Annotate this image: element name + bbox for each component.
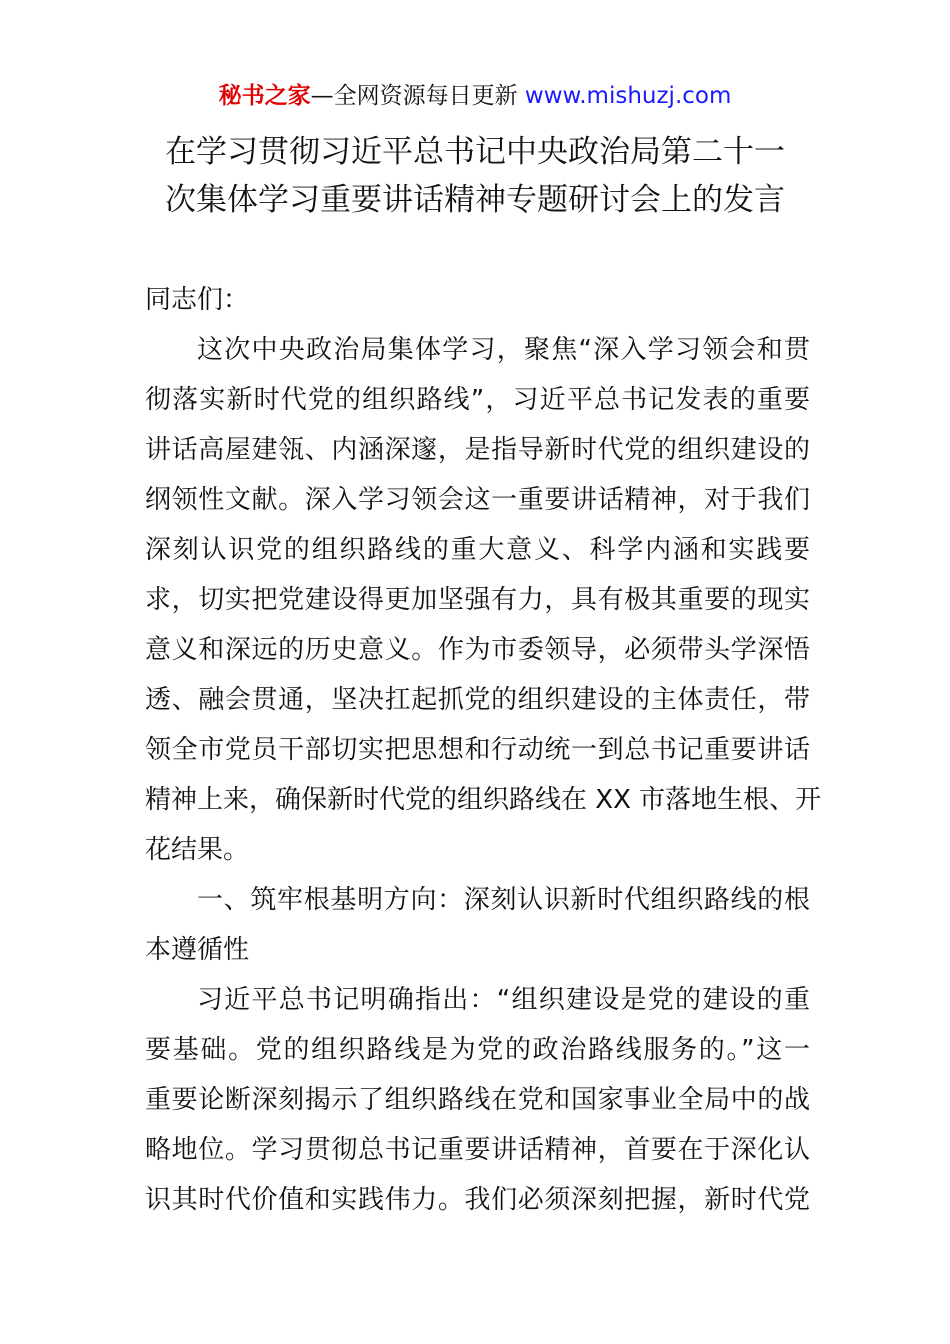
paragraph-1-line: 花结果。 xyxy=(145,835,250,865)
document-title-line-2: 次集体学习重要讲话精神专题研讨会上的发言 xyxy=(165,182,785,218)
site-brand: 秘书之家 xyxy=(218,83,311,109)
document-title xyxy=(130,128,820,224)
site-tagline: —全网资源每日更新 xyxy=(310,83,525,109)
paragraph-1-line: 求，切实把党建设得更加坚强有力，具有极其重要的现实 xyxy=(145,585,810,615)
section-heading-1-line: 本遵循性 xyxy=(145,935,250,965)
paragraph-1-line: 彻落实新时代党的组织路线”，习近平总书记发表的重要 xyxy=(145,385,810,415)
document-body xyxy=(145,275,822,1225)
paragraph-1-line: 透、融会贯通，坚决扛起抓党的组织建设的主体责任，带 xyxy=(145,685,810,715)
site-url-link[interactable]: www.mishuzj.com xyxy=(524,83,732,109)
section-heading-1-line: 一、筑牢根基明方向：深刻认识新时代组织路线的根 xyxy=(197,885,810,915)
site-header xyxy=(0,80,950,112)
paragraph-1-line: 讲话高屋建瓴、内涵深邃，是指导新时代党的组织建设的 xyxy=(145,435,810,465)
paragraph-2-line: 重要论断深刻揭示了组织路线在党和国家事业全局中的战 xyxy=(145,1085,810,1115)
paragraph-2-line: 略地位。学习贯彻总书记重要讲话精神，首要在于深化认 xyxy=(145,1135,810,1165)
paragraph-1-line: 这次中央政治局集体学习，聚焦“深入学习领会和贯 xyxy=(197,335,810,365)
salutation: 同志们： xyxy=(145,285,250,315)
document-title-line-1: 在学习贯彻习近平总书记中央政治局第二十一 xyxy=(165,134,785,170)
paragraph-1-line: 领全市党员干部切实把思想和行动统一到总书记重要讲话 xyxy=(145,735,810,765)
paragraph-2-line: 习近平总书记明确指出：“组织建设是党的建设的重 xyxy=(197,985,810,1015)
paragraph-1-line: 意义和深远的历史意义。作为市委领导，必须带头学深悟 xyxy=(145,635,810,665)
paragraph-1-line: 深刻认识党的组织路线的重大意义、科学内涵和实践要 xyxy=(145,535,810,565)
paragraph-1-line: 精神上来，确保新时代党的组织路线在 XX 市落地生根、开 xyxy=(145,785,822,815)
paragraph-2-line: 要基础。党的组织路线是为党的政治路线服务的。”这一 xyxy=(145,1035,810,1065)
paragraph-1-line: 纲领性文献。深入学习领会这一重要讲话精神，对于我们 xyxy=(145,485,810,515)
paragraph-2-line: 识其时代价值和实践伟力。我们必须深刻把握，新时代党 xyxy=(145,1185,810,1215)
